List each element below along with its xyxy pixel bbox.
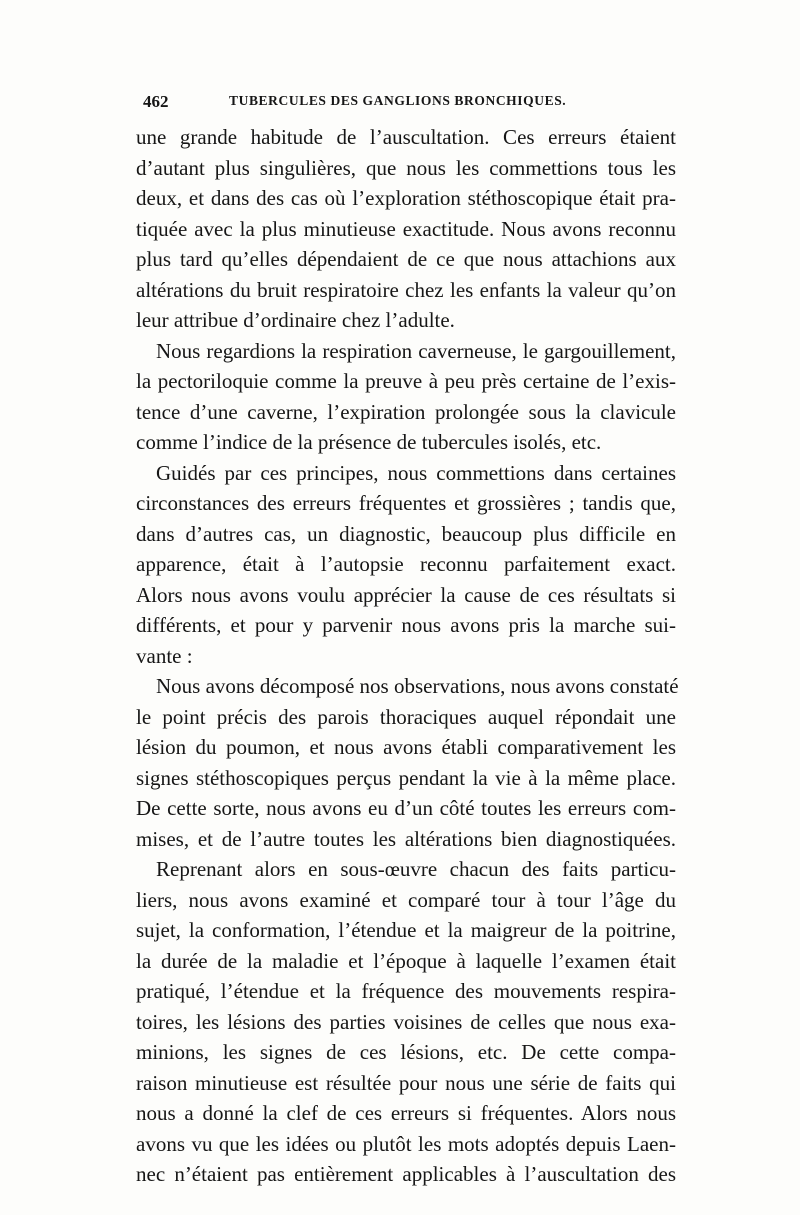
text-line: nec n’étaient pas entièrement applicables à l’auscultation des xyxy=(136,1162,676,1186)
text-line: vante : xyxy=(136,643,193,668)
text-line: mises, et de l’autre toutes les altérations bien diagnostiquées. xyxy=(136,826,676,851)
text-line: Guidés par ces principes, nous commettions dans certaines xyxy=(156,460,676,485)
text-line: dans d’autres cas, un diagnostic, beaucoup plus difficile en xyxy=(136,521,676,546)
text-line: Reprenant alors en sous-œuvre chacun des faits particu- xyxy=(156,857,676,881)
running-title: TUBERCULES DES GANGLIONS BRONCHIQUES. xyxy=(229,93,567,108)
page-header xyxy=(143,92,601,114)
text-line: circonstances des erreurs fréquentes et grossières ; tandis que, xyxy=(136,491,676,515)
text-line: la pectoriloquie comme la preuve à peu près certaine de l’exis- xyxy=(136,369,676,393)
text-line: Alors nous avons voulu apprécier la cause de ces résultats si xyxy=(136,582,676,607)
text-line: apparence, était à l’autopsie reconnu parfaitement exact. xyxy=(136,552,676,576)
text-line: tiquée avec la plus minutieuse exactitude. Nous avons reconnu xyxy=(136,216,676,241)
text-line: deux, et dans des cas où l’exploration stéthoscopique était pra- xyxy=(136,186,676,210)
text-line: minions, les signes de ces lésions, etc. De cette compa- xyxy=(136,1040,676,1064)
text-line: différents, et pour y parvenir nous avons pris la marche sui- xyxy=(136,613,676,637)
text-line: avons vu que les idées ou plutôt les mots adoptés depuis Laen- xyxy=(136,1131,676,1156)
text-line: signes stéthoscopiques perçus pendant la vie à la même place. xyxy=(136,765,676,790)
text-line: d’autant plus singulières, que nous les commettions tous les xyxy=(136,155,676,180)
text-line: nous a donné la clef de ces erreurs si fréquentes. Alors nous xyxy=(136,1101,676,1125)
text-line: le point précis des parois thoraciques auquel répondait une xyxy=(136,704,676,729)
text-line: toires, les lésions des parties voisines de celles que nous exa- xyxy=(136,1009,676,1034)
text-line: Nous avons décomposé nos observations, nous avons constaté xyxy=(156,674,679,698)
text-line: lésion du poumon, et nous avons établi comparativement les xyxy=(136,735,676,759)
text-line: altérations du bruit respiratoire chez les enfants la valeur qu’on xyxy=(136,277,676,302)
text-line: leur attribue d’ordinaire chez l’adulte. xyxy=(136,308,455,332)
text-line: raison minutieuse est résultée pour nous une série de faits qui xyxy=(136,1070,676,1095)
page-number: 462 xyxy=(143,92,169,111)
text-line: tence d’une caverne, l’expiration prolongée sous la clavicule xyxy=(136,399,676,424)
text-line: une grande habitude de l’auscultation. Ces erreurs étaient xyxy=(136,125,676,149)
text-line: liers, nous avons examiné et comparé tour à tour l’âge du xyxy=(136,887,676,912)
text-line: pratiqué, l’étendue et la fréquence des mouvements respira- xyxy=(136,979,676,1003)
body-text xyxy=(136,122,679,1190)
text-line: sujet, la conformation, l’étendue et la maigreur de la poitrine, xyxy=(136,918,676,942)
text-line: la durée de la maladie et l’époque à laquelle l’examen était xyxy=(136,948,676,973)
text-line: plus tard qu’elles dépendaient de ce que nous attachions aux xyxy=(136,247,676,271)
text-line: Nous regardions la respiration caverneuse, le gargouillement, xyxy=(156,338,676,363)
text-line: comme l’indice de la présence de tubercules isolés, etc. xyxy=(136,430,602,454)
text-line: De cette sorte, nous avons eu d’un côté toutes les erreurs com- xyxy=(136,796,676,820)
